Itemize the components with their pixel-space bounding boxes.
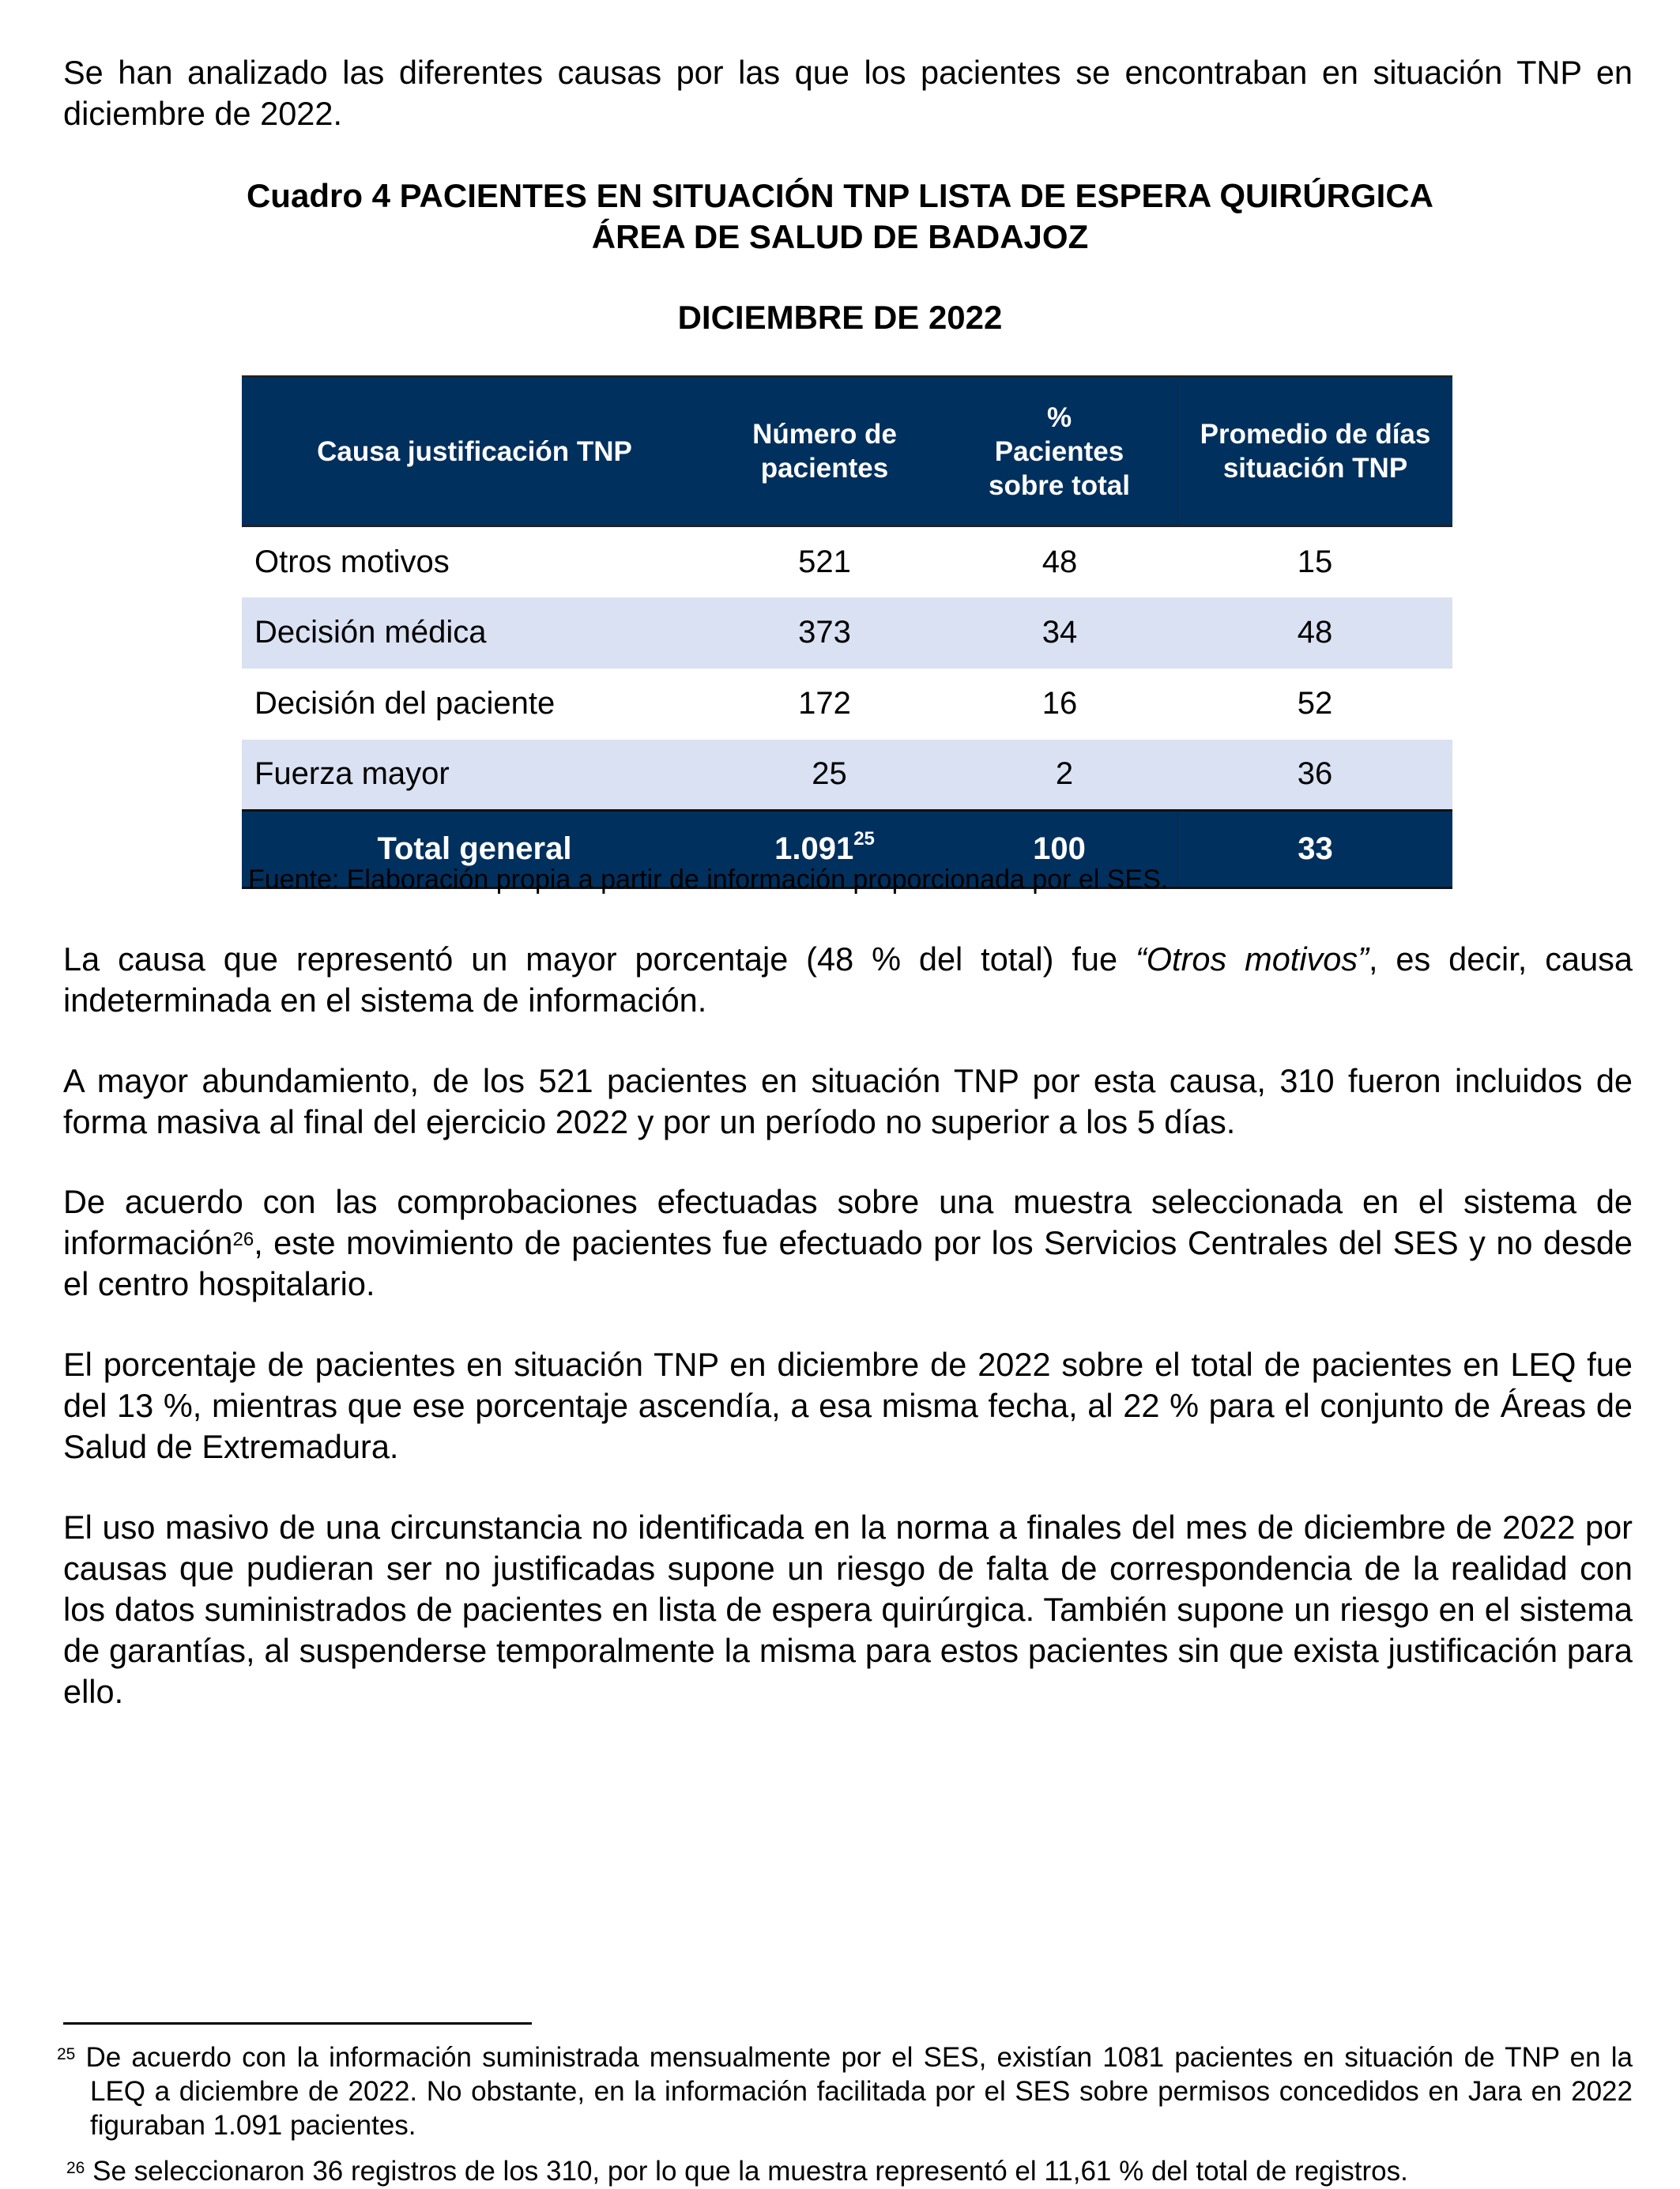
total-porcentaje: 100 — [942, 811, 1177, 888]
footnote-25-text: De acuerdo con la información suministrada mensualmente por el SES, existían 1081 pacientes en situación de TNP en la LEQ a diciembre de 2022. No obstante, en la información facilitada por el SES sobre permisos concedidos en Jara en 2022 figuraban 1.091 pacientes. — [85, 2042, 1633, 2141]
paragraph-3: A mayor abundamiento, de los 521 pacientes en situación TNP por esta causa, 310 fueron incluidos de forma masiva al final del ejercicio 2022 y por un período no superior a los 5 días. — [63, 1062, 1633, 1140]
total-label: Total general — [242, 811, 707, 888]
p2-quote: “Otros motivos” — [1135, 940, 1369, 978]
paragraph-5: El porcentaje de pacientes en situación TNP en diciembre de 2022 sobre el total de pacientes en LEQ fue del 13 %, mientras que ese porcentaje ascendía, a esa misma fecha, al 22 % para el conjunto de Áreas de Salud de Extremadura. — [63, 1346, 1633, 1465]
table-title-line1: Cuadro 4 PACIENTES EN SITUACIÓN TNP LISTA DE ESPERA QUIRÚRGICA — [246, 177, 1434, 214]
p4-text: De acuerdo con las comprobaciones efectuadas sobre una muestra seleccionada en el sistema de información — [63, 1183, 1633, 1261]
cell-porcentaje: 48 — [1042, 544, 1078, 579]
cell-promedio: 36 — [1177, 740, 1452, 811]
p2-text-end: , es decir, causa indeterminada en el sistema de información. — [63, 940, 1633, 1019]
paragraph-6: El uso masivo de una circunstancia no identificada en la norma a finales del mes de diciembre de 2022 por causas que pudieran ser no justificadas supone un riesgo de falta de correspondencia de la realidad con los datos suministrados de pacientes en lista de espera quirúrgica. También supone un riesgo en el sistema de garantías, al suspenderse temporalmente la misma para estos pacientes sin que exista justificación para ello. — [63, 1509, 1633, 1710]
intro-paragraph: Se han analizado las diferentes causas por las que los pacientes se encontraban en situación TNP en diciembre de 2022. — [63, 54, 1633, 132]
paragraph-2 — [63, 939, 1633, 1021]
footnote-26-number: 26 — [66, 2159, 85, 2177]
header-numero: Número de pacientes — [707, 377, 942, 526]
footnote-ref-25[interactable]: 25 — [853, 828, 875, 850]
cell-promedio: 52 — [1297, 686, 1333, 721]
cell-causa: Fuerza mayor — [242, 740, 707, 811]
cell-numero: 521 — [798, 544, 851, 579]
footnote-25 — [57, 2040, 1633, 2142]
cell-porcentaje: 16 — [1042, 686, 1078, 721]
cell-porcentaje: 2 — [942, 740, 1177, 811]
header-causa: Causa justificación TNP — [242, 377, 707, 526]
tnp-table — [242, 375, 1452, 889]
table-row — [242, 740, 1452, 811]
table-row — [242, 526, 1452, 597]
header-porcentaje: % Pacientes sobre total — [942, 377, 1177, 526]
table-title-date: DICIEMBRE DE 2022 — [677, 299, 1003, 336]
cell-porcentaje: 34 — [942, 597, 1177, 669]
footnote-25-number: 25 — [57, 2045, 76, 2063]
cell-numero: 172 — [798, 686, 851, 721]
cell-causa: Decisión del paciente — [254, 686, 556, 721]
cell-causa: Decisión médica — [242, 597, 707, 669]
cell-numero: 373 — [707, 597, 942, 669]
table-row — [242, 597, 1452, 669]
total-promedio: 33 — [1177, 811, 1452, 888]
table-source: Fuente: Elaboración propia a partir de información proporcionada por el SES. — [248, 865, 1169, 895]
footnote-separator — [63, 2022, 532, 2025]
cell-causa: Otros motivos — [254, 544, 450, 579]
table-header-row — [242, 377, 1452, 526]
table-title-line2: ÁREA DE SALUD DE BADAJOZ — [591, 218, 1089, 255]
p2-text: La causa que representó un mayor porcentaje (48 % del total) fue — [63, 940, 1136, 978]
table-row — [242, 669, 1452, 740]
paragraph-4 — [63, 1181, 1633, 1305]
header-promedio: Promedio de días situación TNP — [1177, 377, 1452, 526]
footnote-26 — [66, 2154, 1633, 2188]
cell-promedio: 48 — [1177, 597, 1452, 669]
p4-text-end: , este movimiento de pacientes fue efectuado por los Servicios Centrales del SES y no desde el centro hospitalario. — [63, 1224, 1633, 1302]
cell-numero: 25 — [707, 740, 942, 811]
footnote-ref-26[interactable]: 26 — [232, 1229, 254, 1250]
cell-promedio: 15 — [1297, 544, 1333, 579]
footnote-26-text: Se seleccionaron 36 registros de los 310, por lo que la muestra representó el 11,61 % del total de registros. — [92, 2156, 1408, 2187]
total-numero-value: 1.091 — [774, 831, 854, 866]
